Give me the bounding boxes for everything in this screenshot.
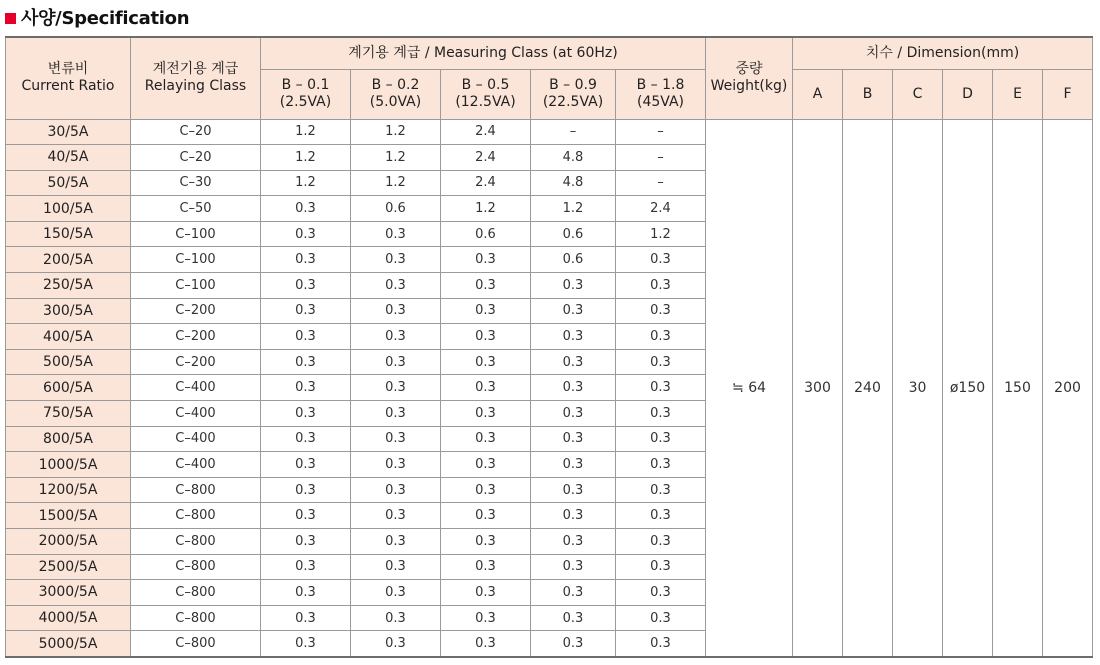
cell-current-ratio: 150/5A — [6, 221, 131, 247]
header-dim-b: B — [843, 69, 893, 119]
cell-measuring-value: 0.3 — [616, 349, 706, 375]
cell-measuring-value: 2.4 — [441, 170, 531, 196]
cell-measuring-value: 0.3 — [351, 477, 441, 503]
cell-current-ratio: 4000/5A — [6, 605, 131, 631]
cell-measuring-value: 0.3 — [351, 503, 441, 529]
header-dim-d: D — [943, 69, 993, 119]
header-burden-3 — [531, 69, 616, 119]
cell-measuring-value: 0.3 — [441, 529, 531, 555]
cell-relaying-class: C–20 — [131, 119, 261, 145]
cell-measuring-value: 0.3 — [261, 375, 351, 401]
header-burden-va: (22.5VA) — [542, 94, 604, 110]
cell-measuring-value: 0.3 — [351, 401, 441, 427]
cell-measuring-value: 0.3 — [351, 375, 441, 401]
cell-current-ratio: 30/5A — [6, 119, 131, 145]
cell-measuring-value: 0.3 — [616, 580, 706, 606]
cell-measuring-value: 0.3 — [441, 503, 531, 529]
cell-measuring-value: 0.3 — [261, 221, 351, 247]
header-burden-label: B – 0.5 — [461, 77, 510, 93]
cell-measuring-value: 0.3 — [531, 298, 616, 324]
cell-relaying-class: C–100 — [131, 247, 261, 273]
cell-measuring-value: 0.3 — [351, 580, 441, 606]
header-relaying-class-en: Relaying Class — [144, 78, 247, 95]
cell-measuring-value: 0.3 — [441, 631, 531, 657]
cell-relaying-class: C–800 — [131, 554, 261, 580]
cell-current-ratio: 3000/5A — [6, 580, 131, 606]
cell-dimension-a: 300 — [793, 119, 843, 657]
cell-measuring-value: 1.2 — [261, 170, 351, 196]
cell-measuring-value: 1.2 — [351, 145, 441, 171]
header-weight-kr: 중량 — [735, 61, 763, 78]
red-square-bullet-icon — [5, 13, 16, 24]
cell-relaying-class: C–400 — [131, 401, 261, 427]
header-burden-va: (2.5VA) — [279, 94, 332, 110]
cell-measuring-value: 0.3 — [351, 298, 441, 324]
cell-measuring-value: 0.3 — [351, 324, 441, 350]
header-dim-e: E — [993, 69, 1043, 119]
cell-measuring-value: 0.6 — [531, 221, 616, 247]
cell-current-ratio: 600/5A — [6, 375, 131, 401]
header-current-ratio-kr: 변류비 — [47, 61, 89, 78]
cell-current-ratio: 500/5A — [6, 349, 131, 375]
cell-measuring-value: 2.4 — [441, 145, 531, 171]
cell-measuring-value: 0.3 — [261, 247, 351, 273]
cell-measuring-value: 0.3 — [351, 452, 441, 478]
header-burden-label: B – 0.1 — [281, 77, 330, 93]
cell-measuring-value: 0.3 — [531, 477, 616, 503]
cell-dimension-c: 30 — [893, 119, 943, 657]
cell-measuring-value: 0.3 — [531, 452, 616, 478]
cell-measuring-value: 0.3 — [261, 349, 351, 375]
header-burden-label: B – 1.8 — [636, 77, 685, 93]
cell-relaying-class: C–200 — [131, 324, 261, 350]
cell-measuring-value: 0.3 — [441, 273, 531, 299]
header-burden-0 — [261, 69, 351, 119]
cell-measuring-value: 0.3 — [351, 631, 441, 657]
header-burden-label: B – 0.2 — [371, 77, 420, 93]
cell-measuring-value: 1.2 — [441, 196, 531, 222]
cell-weight: ≒ 64 — [706, 119, 793, 657]
cell-measuring-value: 0.3 — [261, 554, 351, 580]
header-weight — [706, 37, 793, 119]
cell-current-ratio: 800/5A — [6, 426, 131, 452]
cell-measuring-value: 0.3 — [351, 221, 441, 247]
cell-measuring-value: 2.4 — [616, 196, 706, 222]
cell-relaying-class: C–200 — [131, 298, 261, 324]
header-weight-en: Weight(kg) — [710, 78, 788, 95]
cell-measuring-value: 0.3 — [261, 631, 351, 657]
cell-measuring-value: 4.8 — [531, 145, 616, 171]
cell-current-ratio: 1500/5A — [6, 503, 131, 529]
header-burden-1 — [351, 69, 441, 119]
cell-measuring-value: 0.3 — [261, 452, 351, 478]
cell-measuring-value: 0.3 — [261, 426, 351, 452]
cell-measuring-value: – — [616, 170, 706, 196]
cell-measuring-value: 0.3 — [531, 580, 616, 606]
cell-relaying-class: C–100 — [131, 273, 261, 299]
cell-current-ratio: 750/5A — [6, 401, 131, 427]
cell-relaying-class: C–800 — [131, 529, 261, 555]
cell-measuring-value: 0.3 — [261, 273, 351, 299]
cell-dimension-f: 200 — [1043, 119, 1093, 657]
cell-measuring-value: 0.3 — [616, 298, 706, 324]
cell-measuring-value: 0.3 — [351, 247, 441, 273]
cell-dimension-b: 240 — [843, 119, 893, 657]
cell-current-ratio: 50/5A — [6, 170, 131, 196]
header-relaying-class-kr: 계전기용 계급 — [152, 61, 239, 78]
cell-measuring-value: 0.3 — [441, 375, 531, 401]
cell-measuring-value: 0.3 — [616, 375, 706, 401]
cell-measuring-value: 0.3 — [531, 554, 616, 580]
cell-relaying-class: C–50 — [131, 196, 261, 222]
cell-measuring-value: 0.3 — [261, 401, 351, 427]
cell-measuring-value: 0.3 — [261, 605, 351, 631]
header-burden-va: (45VA) — [637, 94, 684, 110]
cell-measuring-value: 0.3 — [441, 247, 531, 273]
cell-measuring-value: 0.3 — [616, 529, 706, 555]
header-dim-f: F — [1043, 69, 1093, 119]
cell-measuring-value: 1.2 — [351, 119, 441, 145]
cell-measuring-value: 0.3 — [531, 631, 616, 657]
cell-relaying-class: C–400 — [131, 375, 261, 401]
cell-measuring-value: 0.3 — [531, 503, 616, 529]
cell-measuring-value: 0.3 — [616, 426, 706, 452]
cell-measuring-value: 0.3 — [441, 452, 531, 478]
cell-measuring-value: 0.3 — [441, 298, 531, 324]
cell-measuring-value: 1.2 — [531, 196, 616, 222]
cell-current-ratio: 1200/5A — [6, 477, 131, 503]
cell-measuring-value: 0.3 — [531, 401, 616, 427]
cell-relaying-class: C–800 — [131, 477, 261, 503]
cell-current-ratio: 1000/5A — [6, 452, 131, 478]
cell-current-ratio: 400/5A — [6, 324, 131, 350]
cell-measuring-value: 0.3 — [441, 426, 531, 452]
cell-measuring-value: 0.3 — [531, 324, 616, 350]
cell-measuring-value: – — [616, 145, 706, 171]
cell-relaying-class: C–800 — [131, 503, 261, 529]
cell-measuring-value: 0.3 — [441, 605, 531, 631]
header-burden-va: (12.5VA) — [455, 94, 516, 110]
cell-measuring-value: 0.3 — [261, 580, 351, 606]
cell-dimension-e: 150 — [993, 119, 1043, 657]
cell-relaying-class: C–800 — [131, 605, 261, 631]
cell-measuring-value: 0.3 — [616, 273, 706, 299]
cell-measuring-value: 0.3 — [616, 452, 706, 478]
header-burden-2 — [441, 69, 531, 119]
header-dim-a: A — [793, 69, 843, 119]
cell-relaying-class: C–800 — [131, 580, 261, 606]
cell-measuring-value: – — [531, 119, 616, 145]
cell-measuring-value: 1.2 — [616, 221, 706, 247]
specification-table — [5, 36, 1093, 658]
cell-measuring-value: 0.3 — [261, 196, 351, 222]
cell-measuring-value: 0.3 — [351, 273, 441, 299]
cell-measuring-value: 0.3 — [441, 580, 531, 606]
cell-measuring-value: 0.3 — [261, 477, 351, 503]
cell-relaying-class: C–100 — [131, 221, 261, 247]
cell-measuring-value: 0.3 — [616, 503, 706, 529]
cell-measuring-value: 0.3 — [616, 247, 706, 273]
cell-measuring-value: 0.3 — [531, 273, 616, 299]
cell-measuring-value: 0.3 — [531, 349, 616, 375]
cell-measuring-value: 0.3 — [261, 529, 351, 555]
cell-measuring-value: 0.6 — [441, 221, 531, 247]
cell-measuring-value: 0.3 — [616, 605, 706, 631]
section-title — [5, 4, 189, 30]
header-relaying-class — [131, 37, 261, 119]
cell-measuring-value: 0.3 — [441, 324, 531, 350]
header-current-ratio — [6, 37, 131, 119]
cell-measuring-value: 0.3 — [616, 324, 706, 350]
page-title: 사양/Specification — [21, 8, 190, 29]
table-row — [6, 119, 1093, 145]
cell-measuring-value: 0.3 — [441, 349, 531, 375]
header-burden-4 — [616, 69, 706, 119]
cell-measuring-value: 1.2 — [261, 145, 351, 171]
cell-current-ratio: 200/5A — [6, 247, 131, 273]
header-burden-va: (5.0VA) — [369, 94, 422, 110]
cell-dimension-d: ø150 — [943, 119, 993, 657]
cell-relaying-class: C–400 — [131, 426, 261, 452]
header-burden-label: B – 0.9 — [549, 77, 597, 93]
cell-measuring-value: 0.3 — [441, 401, 531, 427]
cell-current-ratio: 40/5A — [6, 145, 131, 171]
cell-current-ratio: 5000/5A — [6, 631, 131, 657]
header-measuring-class: 계기용 계급 / Measuring Class (at 60Hz) — [261, 37, 706, 69]
cell-measuring-value: 0.3 — [616, 554, 706, 580]
cell-relaying-class: C–200 — [131, 349, 261, 375]
cell-current-ratio: 250/5A — [6, 273, 131, 299]
cell-measuring-value: 0.3 — [616, 401, 706, 427]
cell-measuring-value: 1.2 — [351, 170, 441, 196]
cell-measuring-value: 0.3 — [351, 605, 441, 631]
cell-current-ratio: 300/5A — [6, 298, 131, 324]
cell-measuring-value: 0.3 — [531, 375, 616, 401]
cell-measuring-value: 0.3 — [531, 605, 616, 631]
cell-measuring-value: 0.3 — [616, 631, 706, 657]
header-dimension: 치수 / Dimension(mm) — [793, 37, 1093, 69]
cell-measuring-value: 0.3 — [261, 298, 351, 324]
cell-measuring-value: 0.3 — [351, 554, 441, 580]
cell-measuring-value: – — [616, 119, 706, 145]
header-current-ratio-en: Current Ratio — [21, 78, 115, 95]
cell-measuring-value: 2.4 — [441, 119, 531, 145]
cell-relaying-class: C–20 — [131, 145, 261, 171]
cell-measuring-value: 1.2 — [261, 119, 351, 145]
cell-measuring-value: 0.6 — [351, 196, 441, 222]
cell-measuring-value: 0.3 — [616, 477, 706, 503]
cell-relaying-class: C–800 — [131, 631, 261, 657]
cell-relaying-class: C–400 — [131, 452, 261, 478]
cell-measuring-value: 0.6 — [531, 247, 616, 273]
cell-measuring-value: 0.3 — [351, 349, 441, 375]
cell-measuring-value: 0.3 — [261, 324, 351, 350]
cell-measuring-value: 0.3 — [531, 529, 616, 555]
cell-measuring-value: 0.3 — [261, 503, 351, 529]
cell-current-ratio: 100/5A — [6, 196, 131, 222]
cell-measuring-value: 0.3 — [351, 426, 441, 452]
header-dim-c: C — [893, 69, 943, 119]
cell-current-ratio: 2500/5A — [6, 554, 131, 580]
cell-measuring-value: 0.3 — [531, 426, 616, 452]
cell-current-ratio: 2000/5A — [6, 529, 131, 555]
cell-measuring-value: 4.8 — [531, 170, 616, 196]
cell-relaying-class: C–30 — [131, 170, 261, 196]
cell-measuring-value: 0.3 — [441, 554, 531, 580]
cell-measuring-value: 0.3 — [351, 529, 441, 555]
cell-measuring-value: 0.3 — [441, 477, 531, 503]
